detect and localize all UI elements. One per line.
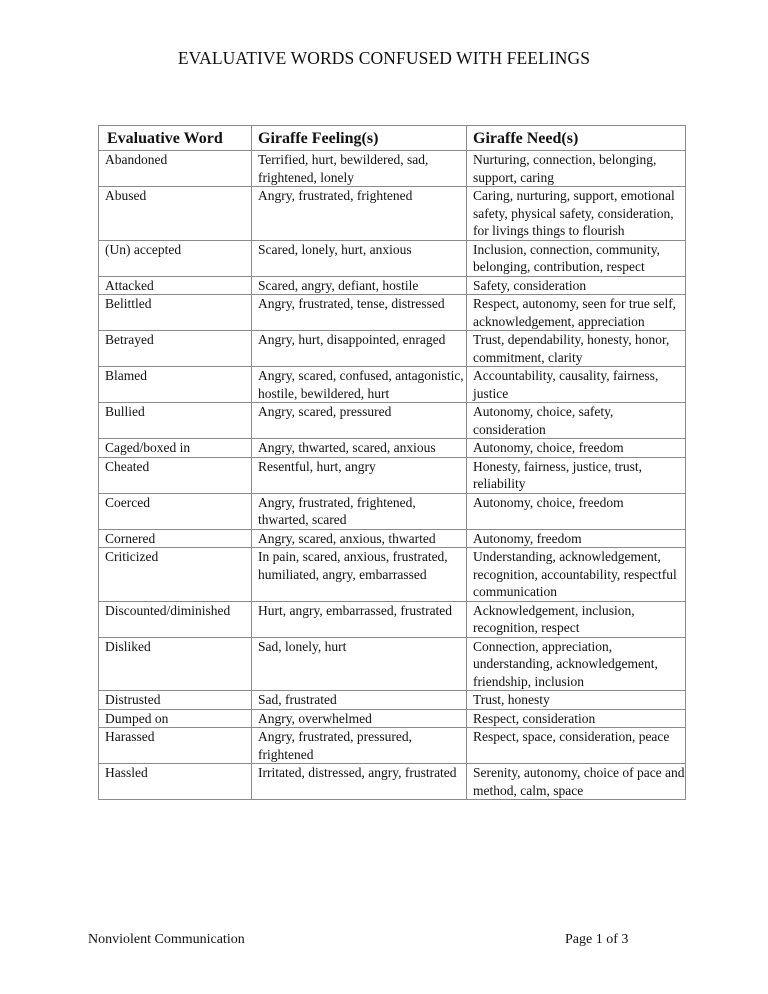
feelings-cell: Angry, scared, anxious, thwarted <box>252 529 467 548</box>
feelings-cell: Angry, frustrated, tense, distressed <box>252 295 467 331</box>
evaluative-word-cell: Criticized <box>99 548 252 602</box>
table-row <box>99 691 686 710</box>
evaluative-word-cell: Hassled <box>99 764 252 800</box>
evaluative-word-cell: (Un) accepted <box>99 240 252 276</box>
needs-cell: Safety, consideration <box>467 276 686 295</box>
feelings-cell: Angry, frustrated, pressured, frightened <box>252 728 467 764</box>
feelings-cell: Sad, frustrated <box>252 691 467 710</box>
evaluative-word-cell: Attacked <box>99 276 252 295</box>
needs-cell: Autonomy, choice, safety, consideration <box>467 403 686 439</box>
feelings-cell: Scared, lonely, hurt, anxious <box>252 240 467 276</box>
feelings-cell: Resentful, hurt, angry <box>252 457 467 493</box>
table-row <box>99 709 686 728</box>
header-giraffe-feelings: Giraffe Feeling(s) <box>252 126 467 151</box>
table-header-row <box>99 126 686 151</box>
footer-document-name: Nonviolent Communication <box>88 932 245 947</box>
needs-cell: Honesty, fairness, justice, trust, reliability <box>467 457 686 493</box>
table-row <box>99 548 686 602</box>
needs-cell: Understanding, acknowledgement, recognition, accountability, respectful communication <box>467 548 686 602</box>
needs-cell: Respect, autonomy, seen for true self, acknowledgement, appreciation <box>467 295 686 331</box>
evaluative-word-cell: Belittled <box>99 295 252 331</box>
table-row <box>99 276 686 295</box>
evaluative-word-cell: Dumped on <box>99 709 252 728</box>
evaluative-word-cell: Disliked <box>99 637 252 691</box>
evaluative-word-cell: Abandoned <box>99 151 252 187</box>
table-row <box>99 403 686 439</box>
evaluative-word-cell: Caged/boxed in <box>99 439 252 458</box>
feelings-cell: Hurt, angry, embarrassed, frustrated <box>252 601 467 637</box>
needs-cell: Serenity, autonomy, choice of pace and method, calm, space <box>467 764 686 800</box>
table-row <box>99 331 686 367</box>
header-evaluative-word: Evaluative Word <box>99 126 252 151</box>
needs-cell: Trust, honesty <box>467 691 686 710</box>
table-row <box>99 764 686 800</box>
feelings-cell: Angry, frustrated, frightened <box>252 187 467 241</box>
table-row <box>99 240 686 276</box>
feelings-cell: In pain, scared, anxious, frustrated, humiliated, angry, embarrassed <box>252 548 467 602</box>
evaluative-word-cell: Cheated <box>99 457 252 493</box>
needs-cell: Accountability, causality, fairness, justice <box>467 367 686 403</box>
needs-cell: Respect, space, consideration, peace <box>467 728 686 764</box>
table-row <box>99 295 686 331</box>
needs-cell: Respect, consideration <box>467 709 686 728</box>
needs-cell: Trust, dependability, honesty, honor, commitment, clarity <box>467 331 686 367</box>
table-row <box>99 493 686 529</box>
table-row <box>99 728 686 764</box>
footer-page-number: Page 1 of 3 <box>565 932 629 947</box>
evaluative-word-cell: Abused <box>99 187 252 241</box>
evaluative-word-cell: Distrusted <box>99 691 252 710</box>
feelings-cell: Sad, lonely, hurt <box>252 637 467 691</box>
table-row <box>99 187 686 241</box>
needs-cell: Inclusion, connection, community, belonging, contribution, respect <box>467 240 686 276</box>
evaluative-word-cell: Cornered <box>99 529 252 548</box>
table-row <box>99 601 686 637</box>
evaluative-word-cell: Bullied <box>99 403 252 439</box>
evaluative-word-cell: Discounted/diminished <box>99 601 252 637</box>
table-row <box>99 457 686 493</box>
page-title: EVALUATIVE WORDS CONFUSED WITH FEELINGS <box>177 48 591 68</box>
needs-cell: Acknowledgement, inclusion, recognition, respect <box>467 601 686 637</box>
table-row <box>99 439 686 458</box>
feelings-cell: Irritated, distressed, angry, frustrated <box>252 764 467 800</box>
needs-cell: Caring, nurturing, support, emotional safety, physical safety, consideration, for livings things to flourish <box>467 187 686 241</box>
evaluative-words-table <box>98 125 686 800</box>
feelings-cell: Angry, hurt, disappointed, enraged <box>252 331 467 367</box>
needs-cell: Autonomy, freedom <box>467 529 686 548</box>
feelings-cell: Angry, frustrated, frightened, thwarted, scared <box>252 493 467 529</box>
feelings-cell: Angry, thwarted, scared, anxious <box>252 439 467 458</box>
evaluative-word-cell: Betrayed <box>99 331 252 367</box>
evaluative-word-cell: Harassed <box>99 728 252 764</box>
feelings-cell: Terrified, hurt, bewildered, sad, frightened, lonely <box>252 151 467 187</box>
feelings-cell: Angry, scared, confused, antagonistic, hostile, bewildered, hurt <box>252 367 467 403</box>
feelings-cell: Angry, overwhelmed <box>252 709 467 728</box>
table-row <box>99 529 686 548</box>
needs-cell: Nurturing, connection, belonging, support, caring <box>467 151 686 187</box>
feelings-cell: Angry, scared, pressured <box>252 403 467 439</box>
table-row <box>99 367 686 403</box>
evaluative-word-cell: Coerced <box>99 493 252 529</box>
table-row <box>99 637 686 691</box>
needs-cell: Connection, appreciation, understanding, acknowledgement, friendship, inclusion <box>467 637 686 691</box>
header-giraffe-needs: Giraffe Need(s) <box>467 126 686 151</box>
feelings-cell: Scared, angry, defiant, hostile <box>252 276 467 295</box>
table-row <box>99 151 686 187</box>
evaluative-word-cell: Blamed <box>99 367 252 403</box>
needs-cell: Autonomy, choice, freedom <box>467 493 686 529</box>
needs-cell: Autonomy, choice, freedom <box>467 439 686 458</box>
